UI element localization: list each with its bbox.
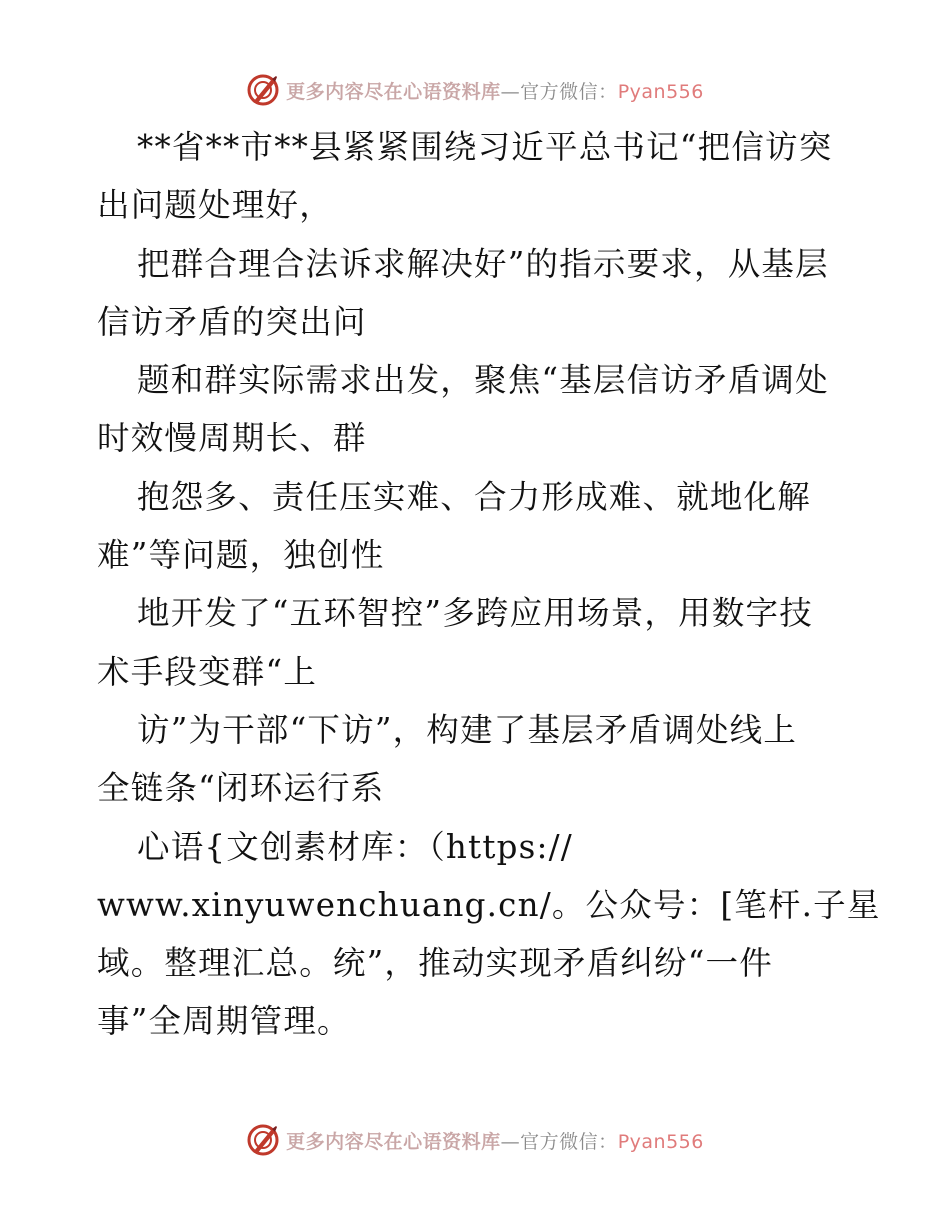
text-line: 把群合理合法诉求解决好”的指示要求，从基层 xyxy=(137,244,829,283)
text-line: 术手段变群“上 xyxy=(97,652,318,691)
text-line: 抱怨多、责任压实难、合力形成难、就地化解 xyxy=(137,477,812,516)
text-line: 题和群实际需求出发，聚焦“基层信访矛盾调处 xyxy=(137,361,829,400)
text-line: 全链条“闭环运行系 xyxy=(97,769,385,808)
text-line: 地开发了“五环智控”多跨应用场景，用数字技 xyxy=(137,594,813,633)
text-line: 心语{文创素材库：（https:// xyxy=(137,827,573,866)
text-line: 难”等问题，独创性 xyxy=(97,536,385,575)
text-line: 时效慢周期长、群 xyxy=(97,419,367,458)
watermark-official: 官方微信： xyxy=(520,1130,618,1153)
text-line: www.xinyuwenchuang.cn/。公众号：[笔杆.子星 xyxy=(97,885,881,924)
pen-logo-icon xyxy=(246,73,280,107)
text-line: 信访矛盾的突出问 xyxy=(97,302,367,341)
text-line: 出问题处理好， xyxy=(97,186,333,225)
text-line: 访”为干部“下访”，构建了基层矛盾调处线上 xyxy=(137,710,798,749)
watermark-dash: — xyxy=(500,80,521,103)
watermark-brand: 更多内容尽在心语资料库 xyxy=(286,1130,501,1153)
pen-logo-icon xyxy=(246,1123,280,1157)
header-watermark xyxy=(0,70,950,110)
text-line: 事”全周期管理。 xyxy=(97,1002,351,1041)
footer-watermark xyxy=(0,1120,950,1160)
watermark-brand: 更多内容尽在心语资料库 xyxy=(286,80,501,103)
watermark-text xyxy=(286,1127,704,1154)
watermark-official: 官方微信： xyxy=(520,80,618,103)
watermark-handle: Pyan556 xyxy=(617,1130,704,1153)
text-line: **省**市**县紧紧围绕习近平总书记“把信访突 xyxy=(137,128,833,166)
text-line: 域。整理汇总。统”，推动实现矛盾纠纷“一件 xyxy=(97,944,773,983)
watermark-text xyxy=(286,77,704,104)
watermark-dash: — xyxy=(500,1130,521,1153)
document-body xyxy=(97,118,881,1051)
watermark-handle: Pyan556 xyxy=(617,80,704,103)
